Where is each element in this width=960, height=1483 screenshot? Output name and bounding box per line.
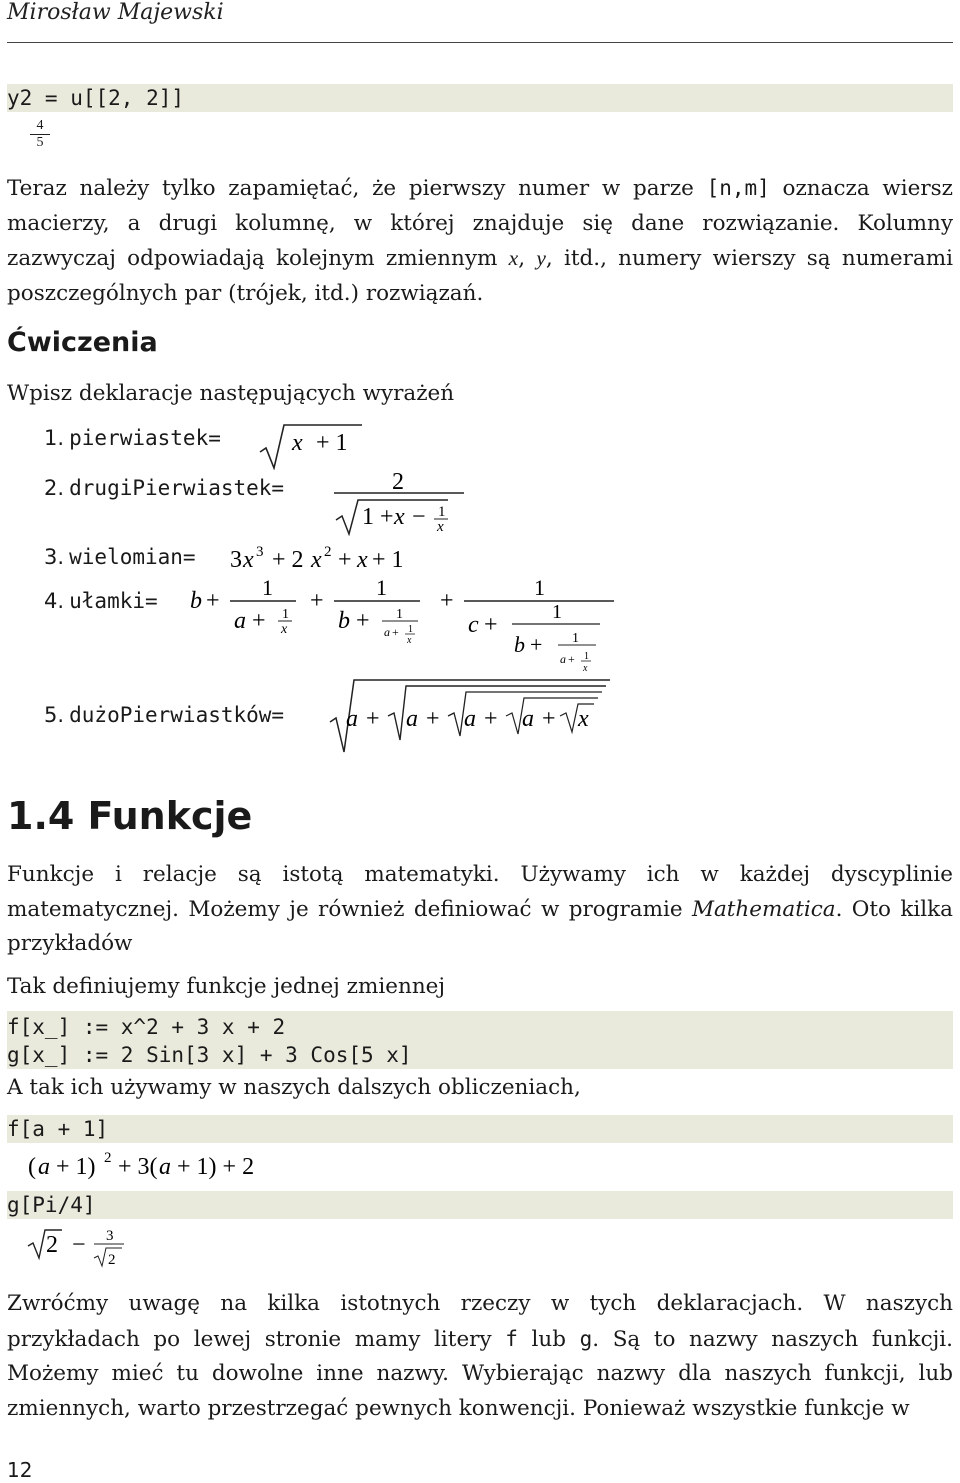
svg-text:+: +	[338, 547, 352, 573]
svg-text:+: +	[568, 652, 575, 666]
page-number: 12	[7, 1458, 33, 1482]
svg-text:1: 1	[408, 624, 413, 635]
formula-polynomial	[228, 540, 418, 576]
output-fraction	[30, 118, 50, 151]
svg-text:2: 2	[324, 544, 332, 560]
svg-text:x: x	[311, 547, 322, 573]
svg-text:x: x	[578, 706, 589, 732]
svg-text:1: 1	[282, 607, 289, 622]
paragraph-notes: Zwróćmy uwagę na kilka istotnych rzeczy w tych deklaracjach. W naszych przykładach po lewej stronie mamy litery f lub g. Są to nazwy naszych funkcji. Możemy mieć tu dowolne inne nazwy. Wybierając nazwy dla naszych funkcji, lub zmiennych, warto przestrzegać pewnych konwencji. Ponieważ wszystkie funkcje w	[7, 1291, 953, 1421]
input-cell-f	[7, 1115, 953, 1143]
svg-text:a: a	[159, 1154, 171, 1180]
svg-text:2: 2	[104, 1150, 112, 1166]
svg-text:b: b	[338, 608, 350, 634]
input-cell-y2	[7, 84, 953, 112]
svg-text:1: 1	[584, 651, 589, 662]
svg-text:1 +: 1 +	[362, 504, 394, 530]
fraction-denominator: 5	[30, 134, 50, 151]
svg-text:b: b	[514, 632, 525, 657]
svg-text:x: x	[281, 622, 288, 637]
svg-text:3: 3	[106, 1228, 114, 1244]
svg-text:a: a	[346, 706, 358, 732]
exercise-item-4: 4. ułamki=	[44, 589, 158, 613]
running-header: Mirosław Majewski	[7, 0, 224, 25]
svg-text:x: x	[357, 547, 368, 573]
code-g-definition: g[x_] := 2 Sin[3 x] + 3 Cos[5 x]	[7, 1043, 412, 1067]
svg-text:+: +	[356, 608, 370, 634]
svg-text:+: +	[530, 632, 543, 657]
paragraph-define-functions: Tak definiujemy funkcje jednej zmiennej	[7, 974, 446, 999]
input-cell-g	[7, 1191, 953, 1219]
output-g-result	[26, 1222, 136, 1272]
svg-text:a: a	[406, 706, 418, 732]
header-rule	[7, 42, 953, 43]
svg-text:1: 1	[376, 575, 387, 600]
paragraph-usage: A tak ich używamy w naszych dalszych obliczeniach,	[7, 1075, 581, 1100]
svg-text:2: 2	[108, 1252, 116, 1268]
svg-text:2: 2	[46, 1232, 58, 1258]
input-cell-definitions	[7, 1011, 953, 1069]
svg-text:+ 1: + 1	[316, 430, 348, 456]
exercise-item-1: 1. pierwiastek=	[44, 426, 221, 450]
code-g-call: g[Pi/4]	[7, 1193, 96, 1217]
svg-text:+ 2: + 2	[272, 547, 304, 573]
exercise-item-3: 3. wielomian=	[44, 545, 196, 569]
code-y2: y2 = u[[2, 2]]	[7, 86, 185, 110]
svg-text:+: +	[252, 608, 266, 634]
svg-text:a: a	[464, 706, 476, 732]
svg-text:+: +	[440, 588, 454, 614]
svg-text:1: 1	[262, 575, 273, 600]
svg-text:2: 2	[392, 469, 404, 495]
svg-text:x: x	[243, 547, 254, 573]
svg-text:(: (	[28, 1154, 36, 1180]
svg-text:x: x	[583, 663, 588, 674]
exercise-item-2: 2. drugiPierwiastek=	[44, 476, 285, 500]
svg-text:+ 1): + 1)	[56, 1154, 96, 1180]
svg-text:x: x	[437, 519, 444, 535]
output-f-result	[26, 1148, 276, 1184]
svg-text:a: a	[522, 706, 534, 732]
svg-text:−: −	[72, 1232, 86, 1258]
svg-text:+: +	[484, 706, 498, 732]
svg-text:3: 3	[256, 544, 264, 560]
inline-code-nm: [n,m]	[706, 176, 770, 200]
svg-text:a: a	[384, 625, 390, 639]
svg-text:+: +	[366, 706, 380, 732]
svg-text:1: 1	[438, 504, 446, 520]
formula-nested-roots	[326, 676, 616, 756]
svg-text:x: x	[394, 504, 405, 530]
exercises-intro: Wpisz deklaracje następujących wyrażeń	[7, 381, 455, 406]
code-f-definition: f[x_] := x^2 + 3 x + 2	[7, 1015, 286, 1039]
svg-text:a: a	[38, 1154, 50, 1180]
svg-text:+: +	[310, 588, 324, 614]
svg-text:c: c	[468, 612, 479, 638]
svg-text:+: +	[206, 588, 220, 614]
svg-text:+ 1) + 2: + 1) + 2	[177, 1154, 255, 1180]
svg-text:1: 1	[534, 575, 545, 600]
fraction-numerator: 4	[36, 118, 44, 133]
svg-text:a: a	[234, 608, 246, 634]
svg-text:b: b	[190, 588, 202, 614]
formula-sqrt-x-plus-1	[258, 422, 368, 470]
svg-text:x: x	[407, 635, 412, 646]
svg-text:+: +	[392, 625, 399, 639]
svg-text:+: +	[542, 706, 556, 732]
svg-text:x: x	[292, 430, 303, 456]
svg-text:+: +	[426, 706, 440, 732]
inline-code-f: f	[505, 1326, 518, 1351]
paragraph-matrix-indexing: Teraz należy tylko zapamiętać, że pierwszy numer w parze [n,m] oznacza wiersz macierzy, a drugi kolumnę, w której znajduje się dane rozwiązanie. Kolumny zazwyczaj odpowiadają kolejnym zmiennym x, y, itd., numery wierszy są numerami poszczególnych par (trójek, itd.) rozwiązań.	[7, 176, 954, 306]
svg-text:+: +	[484, 612, 498, 638]
inline-code-g: g	[579, 1326, 593, 1351]
svg-text:1: 1	[396, 607, 403, 622]
svg-text:3: 3	[230, 547, 242, 573]
exercise-item-5: 5. dużoPierwiastków=	[44, 703, 285, 727]
svg-text:a: a	[560, 652, 566, 666]
formula-continued-fractions	[186, 572, 626, 676]
svg-text:1: 1	[572, 631, 579, 646]
svg-text:1: 1	[552, 601, 562, 623]
svg-text:+ 3(: + 3(	[118, 1154, 158, 1180]
section-heading: 1.4 Funkcje	[7, 794, 253, 838]
exercises-heading: Ćwiczenia	[7, 327, 158, 358]
svg-text:−: −	[412, 504, 426, 530]
code-f-call: f[a + 1]	[7, 1117, 109, 1141]
formula-2-over-sqrt	[330, 464, 470, 536]
svg-text:+ 1: + 1	[372, 547, 404, 573]
paragraph-functions-intro: Funkcje i relacje są istotą matematyki. Używamy ich w każdej dyscyplinie matematycznej. Możemy je również definiować w programie Mathematica. Oto kilka przykładów	[7, 862, 953, 956]
